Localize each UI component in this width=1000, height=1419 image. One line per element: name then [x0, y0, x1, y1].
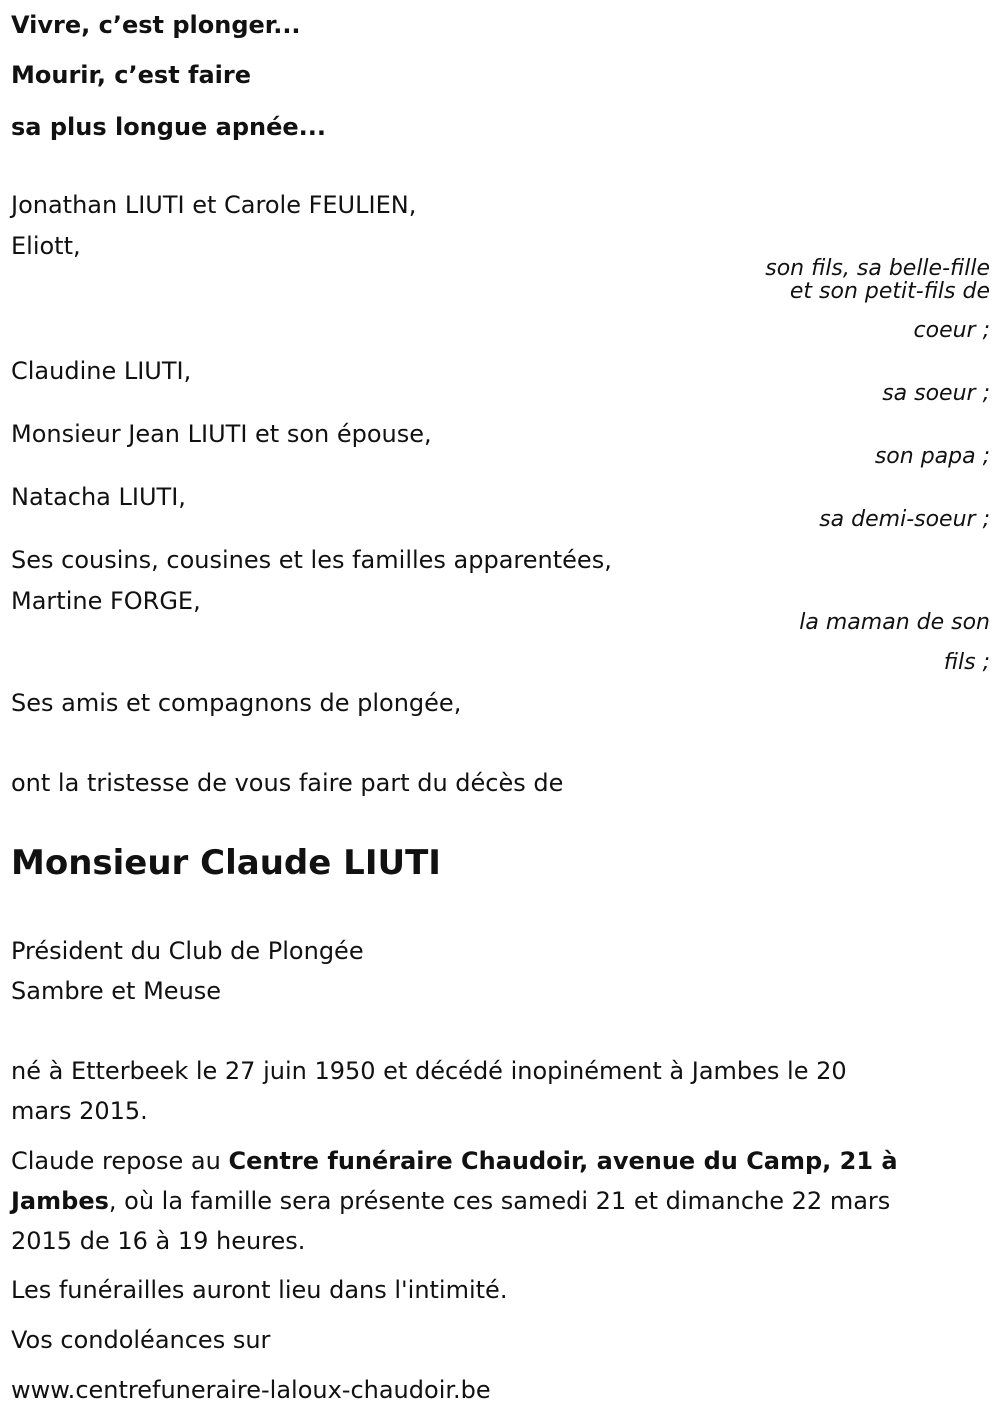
repose-line-3: 2015 de 16 à 19 heures. [11, 1227, 306, 1255]
mourner-relation: la maman de son [799, 610, 990, 635]
verse-line-1: Vivre, c’est plonger... [11, 11, 301, 39]
mourner-name: Martine FORGE, [11, 587, 201, 615]
mourner-relation: son fils, sa belle-fille [765, 256, 990, 281]
mourner-name: Monsieur Jean LIUTI et son épouse, [11, 420, 432, 448]
birth-death-line-1: né à Etterbeek le 27 juin 1950 et décédé inopinément à Jambes le 20 [11, 1057, 847, 1085]
announcement: ont la tristesse de vous faire part du décès de [11, 769, 564, 797]
repose-place-end: Jambes [11, 1187, 109, 1215]
mourner-name: Eliott, [11, 232, 81, 260]
mourner-name: Claudine LIUTI, [11, 357, 192, 385]
repose-line-2 [11, 1186, 890, 1216]
mourner-relation: fils ; [943, 650, 990, 675]
deceased-name: Monsieur Claude LIUTI [11, 843, 441, 883]
mourner-relation: son papa ; [874, 444, 990, 469]
verse-line-2: Mourir, c’est faire [11, 61, 252, 89]
funeral-note: Les funérailles auront lieu dans l'intimité. [11, 1276, 508, 1304]
repose-line-1 [11, 1146, 898, 1176]
mourner-relation: sa soeur ; [882, 381, 990, 406]
mourner-name: Jonathan LIUTI et Carole FEULIEN, [11, 191, 417, 219]
condolences-label: Vos condoléances sur [11, 1326, 271, 1354]
mourner-relation: sa demi-soeur ; [819, 507, 990, 532]
repose-place: Centre funéraire Chaudoir, avenue du Camp, 21 à [228, 1147, 898, 1175]
mourner-name: Ses amis et compagnons de plongée, [11, 689, 462, 717]
mourner-name: Natacha LIUTI, [11, 483, 186, 511]
birth-death-line-2: mars 2015. [11, 1097, 148, 1125]
repose-details: , où la famille sera présente ces samedi 21 et dimanche 22 mars [108, 1187, 891, 1215]
condolences-url[interactable]: www.centrefuneraire-laloux-chaudoir.be [11, 1376, 491, 1404]
verse-line-3: sa plus longue apnée... [11, 113, 327, 141]
mourner-relation: et son petit-fils de [789, 279, 990, 304]
mourner-name: Ses cousins, cousines et les familles apparentées, [11, 546, 612, 574]
mourner-relation: coeur ; [913, 318, 990, 343]
repose-intro: Claude repose au [11, 1147, 229, 1175]
title-line-1: Président du Club de Plongée [11, 937, 364, 965]
title-line-2: Sambre et Meuse [11, 977, 222, 1005]
